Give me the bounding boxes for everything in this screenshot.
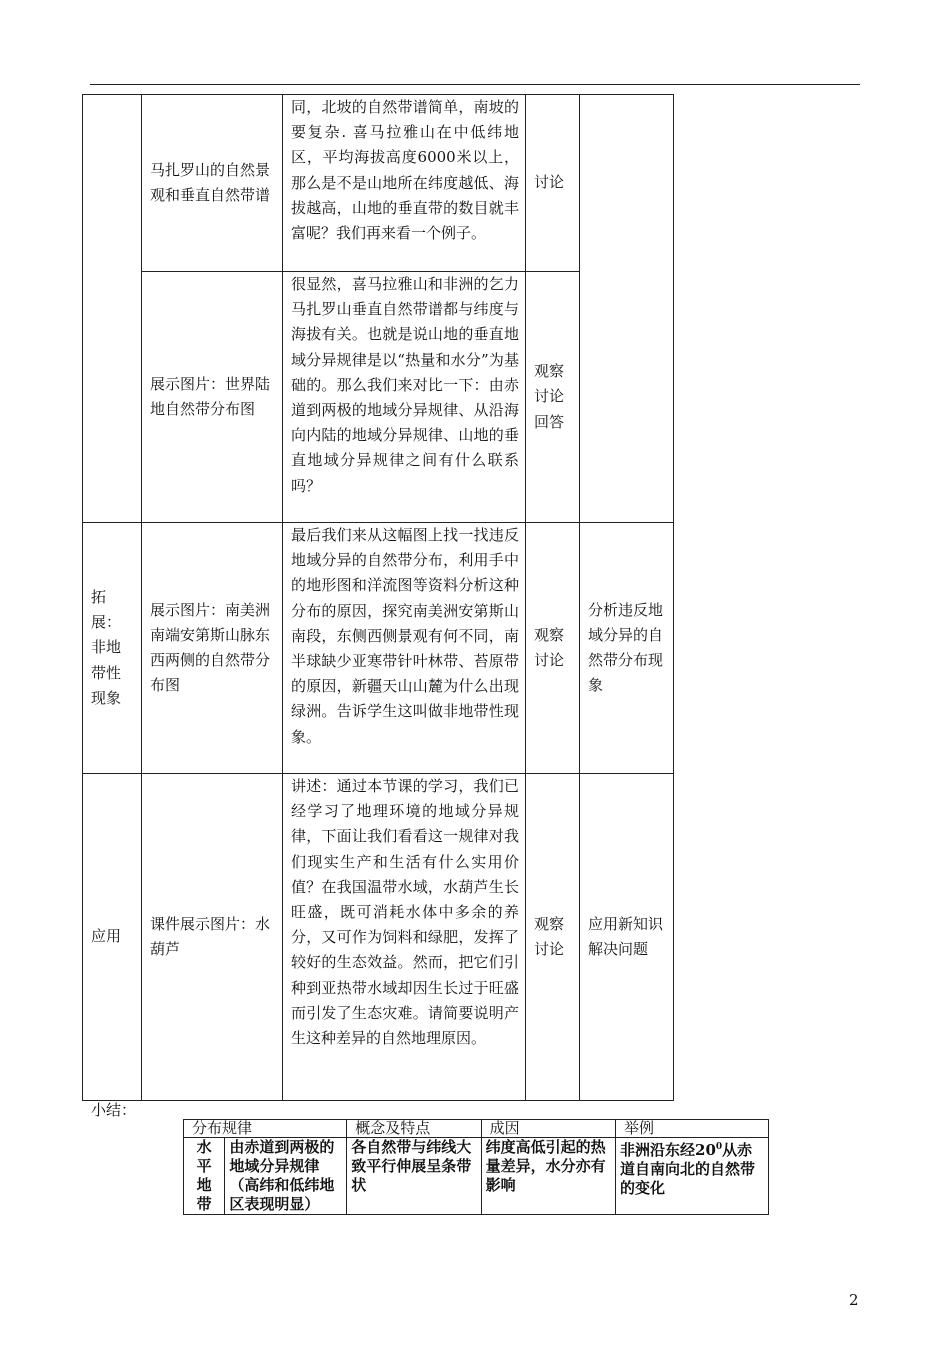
student-activity-cell: 讨论 xyxy=(526,95,580,272)
stage-cell: 拓展：非地带性现象 xyxy=(83,523,142,774)
zone-type-char: 水 xyxy=(196,1138,212,1156)
material-cell: 展示图片：南美洲南端安第斯山脉东西两侧的自然带分布图 xyxy=(142,523,283,774)
law-cell: 由赤道到两极的地域分异规律（高纬和低纬地区表现明显） xyxy=(225,1138,347,1215)
zone-type-text xyxy=(184,1138,224,1214)
student-activity-cell: 观察讨论 xyxy=(526,774,580,1101)
degree-sup: 0 xyxy=(715,1142,723,1152)
summary-label: 小结： xyxy=(91,1101,137,1119)
feature-cell: 各自然带与纬线大致平行伸展呈条带状 xyxy=(347,1138,481,1215)
stage-cell xyxy=(83,95,142,272)
content-cell: 很显然，喜马拉雅山和非洲的乞力马扎罗山垂直自然带谱都与纬度与海拔有关。也就是说山地的垂直地域分异规律是以“热量和水分”为基础的。那么我们来对比一下：由赤道到两极的地域分异规律、从沿海向内陆的地域分异规律、山地的垂直地域分异规律之间有什么联系吗？ xyxy=(283,272,526,523)
header-example: 举例 xyxy=(616,1120,769,1138)
page-number: 2 xyxy=(849,1291,859,1309)
table-row xyxy=(83,95,674,272)
material-cell: 展示图片：世界陆地自然带分布图 xyxy=(142,272,283,523)
student-activity-cell: 观察讨论回答 xyxy=(526,272,580,523)
summary-header-row xyxy=(184,1120,769,1138)
goal-cell xyxy=(580,95,674,523)
zone-type-char: 地 xyxy=(196,1176,212,1194)
content-cell: 同，北坡的自然带谱简单，南坡的要复杂. 喜马拉雅山在中低纬地区，平均海拔高度6000米以上，那么是不是山地所在纬度越低、海拔越高，山地的垂直带的数目就丰富呢？我们再来看一个例子。 xyxy=(283,95,526,272)
header-distribution-law: 分布规律 xyxy=(184,1120,347,1138)
header-rule xyxy=(90,84,860,85)
stage-cell: 应用 xyxy=(83,774,142,1101)
stage-cell xyxy=(83,272,142,523)
zone-type-char: 平 xyxy=(196,1157,212,1175)
summary-table xyxy=(183,1119,769,1215)
header-concept: 概念及特点 xyxy=(347,1120,481,1138)
summary-row xyxy=(184,1138,769,1215)
header-cause: 成因 xyxy=(481,1120,615,1138)
content-cell: 讲述：通过本节课的学习，我们已经学习了地理环境的地域分异规律，下面让我们看看这一规律对我们现实生产和生活有什么实用价值？在我国温带水域，水葫芦生长旺盛，既可消耗水体中多余的养分，又可作为饲料和绿肥，发挥了较好的生态效益。然而，把它们引种到亚热带水域却因生长过于旺盛而引发了生态灾难。请简要说明产生这种差异的自然地理原因。 xyxy=(283,774,526,1101)
zone-type-char: 带 xyxy=(196,1195,212,1213)
material-cell: 马扎罗山的自然景观和垂直自然带谱 xyxy=(142,95,283,272)
zone-type-cell xyxy=(184,1138,225,1215)
table-row xyxy=(83,774,674,1101)
example-text-a: 非洲沿东经20 xyxy=(620,1141,716,1159)
example-text-b: 从赤道自南向北的自然带的变化 xyxy=(620,1141,756,1197)
table-row xyxy=(83,523,674,774)
content-cell: 最后我们来从这幅图上找一找违反地域分异的自然带分布，利用手中的地形图和洋流图等资料分析这种分布的原因，探究南美洲安第斯山南段，东侧西侧景观有何不同，南半球缺少亚寒带针叶林带、苔原带的原因，新疆天山山麓为什么出现绿洲。告诉学生这叫做非地带性现象。 xyxy=(283,523,526,774)
material-cell: 课件展示图片：水葫芦 xyxy=(142,774,283,1101)
lesson-plan-table xyxy=(82,94,674,1101)
example-cell xyxy=(616,1138,769,1215)
student-activity-cell: 观察讨论 xyxy=(526,523,580,774)
cause-cell: 纬度高低引起的热量差异，水分亦有影响 xyxy=(481,1138,615,1215)
goal-cell: 应用新知识解决问题 xyxy=(580,774,674,1101)
goal-cell: 分析违反地域分异的自然带分布现象 xyxy=(580,523,674,774)
